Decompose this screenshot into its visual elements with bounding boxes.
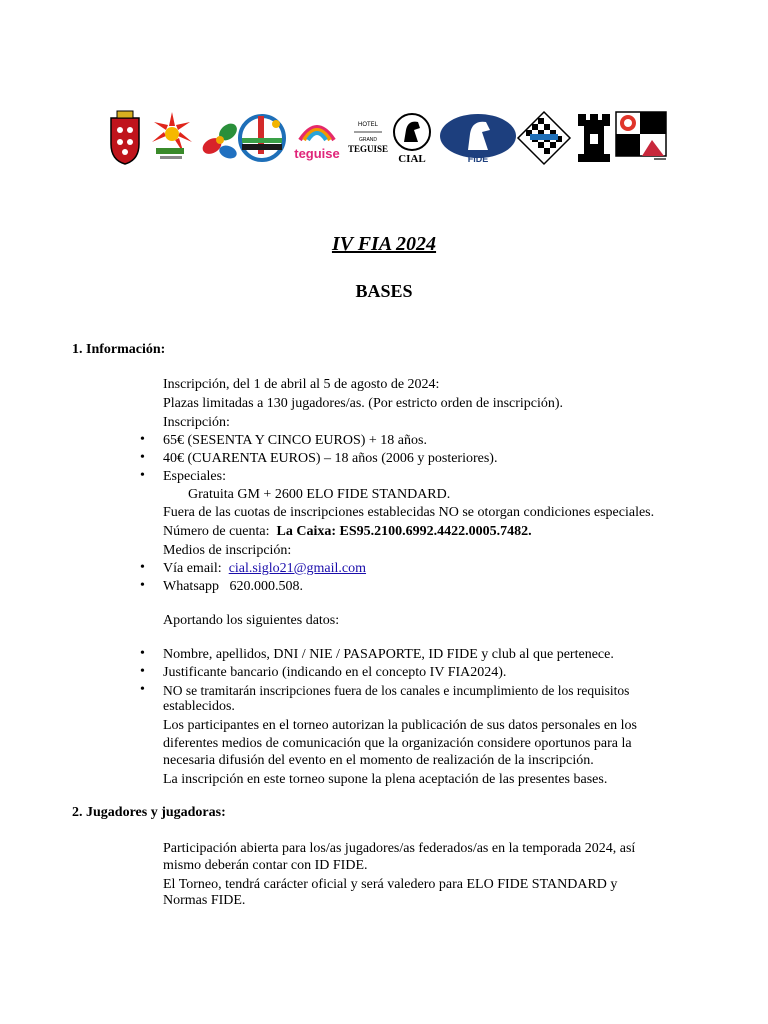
circle-flag-logo [236, 110, 288, 166]
fee-special-free: Gratuita GM + 2600 ELO FIDE STANDARD. [188, 487, 451, 502]
requirement-bank-receipt: Justificante bancario (indicando en el concepto IV FIA2024). [163, 665, 507, 680]
bullet: • [140, 578, 145, 593]
bullet: • [140, 468, 145, 483]
lanzarote-sun-logo [150, 110, 194, 166]
registration-label: Inscripción: [163, 415, 230, 430]
fee-adult: 65€ (SESENTA Y CINCO EUROS) + 18 años. [163, 433, 427, 448]
privacy-line-1: Los participantes en el torneo autorizan la publicación de sus datos personales en los [163, 718, 637, 733]
bank-account-label: Número de cuenta: [163, 524, 270, 539]
svg-text:HOTEL: HOTEL [357, 122, 379, 128]
official-line-1: El Torneo, tendrá carácter oficial y será valedero para ELO FIDE STANDARD y [163, 877, 618, 892]
coat-of-arms-logo [108, 110, 142, 166]
svg-text:TEGUISE: TEGUISE [347, 144, 389, 154]
registration-dates: Inscripción, del 1 de abril al 5 de agosto de 2024: [163, 377, 440, 392]
requirement-channels: NO se tramitarán inscripciones fuera de los canales e incumplimiento de los requisitos [163, 683, 630, 698]
svg-text:GRAND: GRAND [358, 137, 378, 143]
red-black-square-logo [614, 110, 668, 166]
hotel-grand-teguise-logo [346, 110, 390, 166]
registration-means-label: Medios de inscripción: [163, 543, 292, 558]
official-line-2: Normas FIDE. [163, 893, 246, 908]
participation-line-1: Participación abierta para los/as jugadores/as federados/as en la temporada 2024, así [163, 841, 636, 856]
document-title: IV FIA 2024 [331, 233, 437, 255]
section-2-heading: 2. Jugadores y jugadoras: [72, 805, 226, 820]
data-intro: Aportando los siguientes datos: [163, 613, 340, 628]
section-1-heading: 1. Información: [72, 342, 166, 357]
no-special-conditions: Fuera de las cuotas de inscripciones establecidas NO se otorgan condiciones especiales. [163, 505, 655, 520]
whatsapp-number: 620.000.508. [229, 579, 303, 594]
bullet: • [140, 450, 145, 465]
email-line [163, 560, 366, 577]
bullet: • [140, 560, 145, 575]
whatsapp-line [163, 578, 303, 595]
fee-special-label: Especiales: [163, 469, 226, 484]
chessboard-diamond-logo [516, 110, 572, 166]
whatsapp-label: Whatsapp [163, 579, 219, 594]
sponsor-logos [108, 110, 668, 166]
bullet: • [140, 646, 145, 661]
email-link[interactable]: cial.siglo21@gmail.com [228, 561, 367, 576]
privacy-line-3: necesaria difusión del evento en el momento de realización de la inscripción. [163, 753, 594, 768]
fide-logo [438, 110, 518, 166]
bullet: • [140, 682, 145, 697]
bullet: • [140, 432, 145, 447]
acceptance-statement: La inscripción en este torneo supone la plena aceptación de las presentes bases. [163, 772, 608, 787]
cial-logo [390, 110, 434, 166]
svg-text:teguise: teguise [294, 146, 340, 161]
bullet: • [140, 664, 145, 679]
svg-text:CIAL: CIAL [398, 153, 426, 165]
email-label: Vía email: [163, 561, 222, 576]
limited-places: Plazas limitadas a 130 jugadores/as. (Por estricto orden de inscripción). [163, 396, 564, 411]
requirement-personal-data: Nombre, apellidos, DNI / NIE / PASAPORTE, ID FIDE y club al que pertenece. [163, 647, 614, 662]
participation-line-2: mismo deberán contar con ID FIDE. [163, 858, 368, 873]
privacy-line-2: diferentes medios de comunicación que la organización considere oportunos para la [163, 736, 632, 751]
requirement-channels-cont: establecidos. [163, 699, 235, 714]
svg-text:FIDE: FIDE [467, 154, 489, 164]
bank-account [163, 523, 532, 540]
teguise-logo [292, 110, 342, 166]
fee-junior: 40€ (CUARENTA EUROS) – 18 años (2006 y posteriores). [163, 451, 498, 466]
leaves-logo [200, 110, 240, 166]
bank-account-value: La Caixa: ES95.2100.6992.4422.0005.7482. [276, 524, 532, 539]
rook-tower-logo [574, 110, 614, 166]
document-subtitle: BASES [355, 281, 413, 301]
